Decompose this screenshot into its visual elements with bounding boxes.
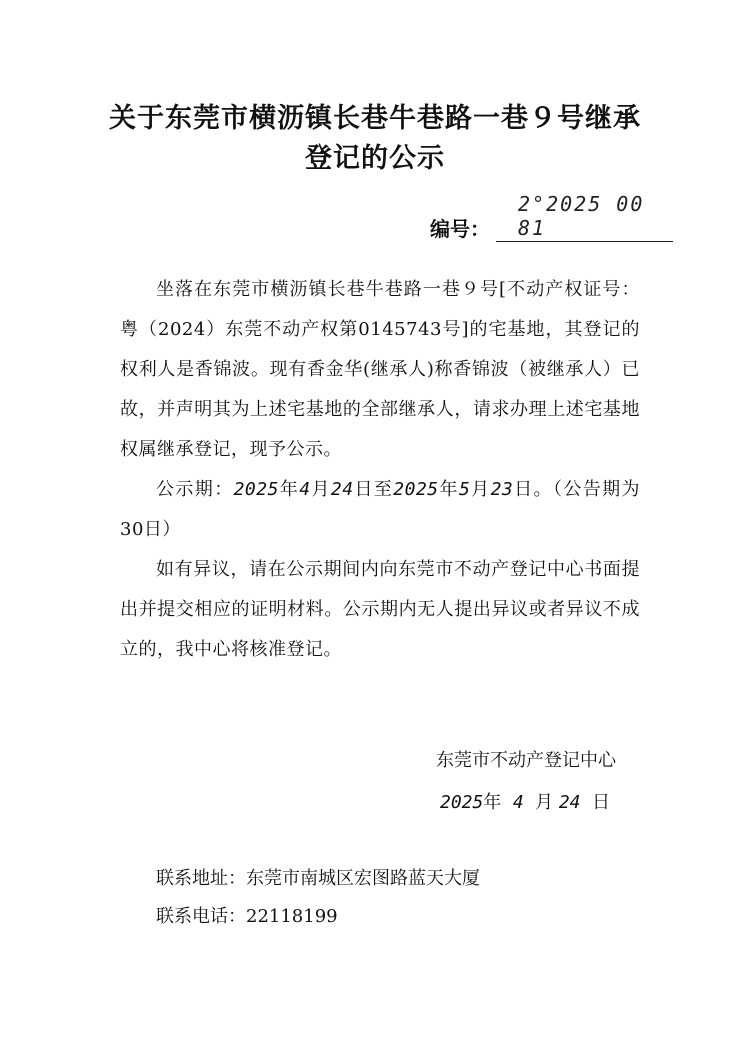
issuing-organization: 东莞市不动产登记中心 xyxy=(436,750,616,771)
issue-date-month: 4 xyxy=(512,792,524,813)
notice-paragraph-property: 坐落在东莞市横沥镇长巷牛巷路一巷９号[不动产权证号：粤（2024）东莞不动产权第0145743号]的宅基地，其登记的权利人是香锦波。现有香金华(继承人)称香锦波（被继承人）已故，并声明其为上述宅基地的全部继承人，请求办理上述宅基地权属继承登记，现予公示。 xyxy=(120,279,640,460)
issue-date-month-unit: 月 xyxy=(535,792,554,813)
document-number xyxy=(430,192,673,242)
period-day-to: 日至 xyxy=(353,479,394,500)
notice-paragraph-objection: 如有异议，请在公示期间内向东莞市不动产登记中心书面提出并提交相应的证明材料。公示期内无人提出异议或者异议不成立的，我中心将核准登记。 xyxy=(120,559,640,660)
period-prefix: 公示期： xyxy=(156,479,234,500)
period-start-year: 2025 xyxy=(233,479,279,500)
notice-title-line-2: 登记的公示 xyxy=(305,143,445,174)
document-number-label: 编号： xyxy=(430,217,490,241)
contact-phone-label: 联系电话： xyxy=(156,906,246,927)
document-number-value: 2°2025 00 81 xyxy=(496,192,673,242)
issue-date-day-unit: 日 xyxy=(591,792,610,813)
period-end-year: 2025 xyxy=(393,479,439,500)
contact-address-label: 联系地址： xyxy=(156,868,246,889)
period-year-unit: 年 xyxy=(278,479,300,500)
contact-phone-value: 22118199 xyxy=(246,906,338,927)
contact-address-value: 东莞市南城区宏图路蓝天大厦 xyxy=(246,868,480,889)
issue-date-year-unit: 年 xyxy=(483,792,502,813)
period-suffix: 日。（公告期为30日） xyxy=(120,479,641,540)
notice-title-line-1: 关于东莞市横沥镇长巷牛巷路一巷９号继承 xyxy=(109,103,641,134)
period-end-month-unit: 月 xyxy=(470,479,491,500)
period-month-unit: 月 xyxy=(310,479,331,500)
period-start-day: 24 xyxy=(330,479,354,500)
period-end-year-unit: 年 xyxy=(438,479,459,500)
issue-date-year: 2025 xyxy=(440,792,484,813)
issue-date xyxy=(440,788,610,818)
period-end-month: 5 xyxy=(458,479,471,500)
contact-address xyxy=(156,864,480,894)
issue-date-day: 24 xyxy=(558,792,581,813)
period-start-month: 4 xyxy=(299,479,311,500)
notice-paragraph-period xyxy=(120,470,640,550)
period-end-day: 23 xyxy=(490,479,514,500)
contact-phone xyxy=(156,902,338,932)
